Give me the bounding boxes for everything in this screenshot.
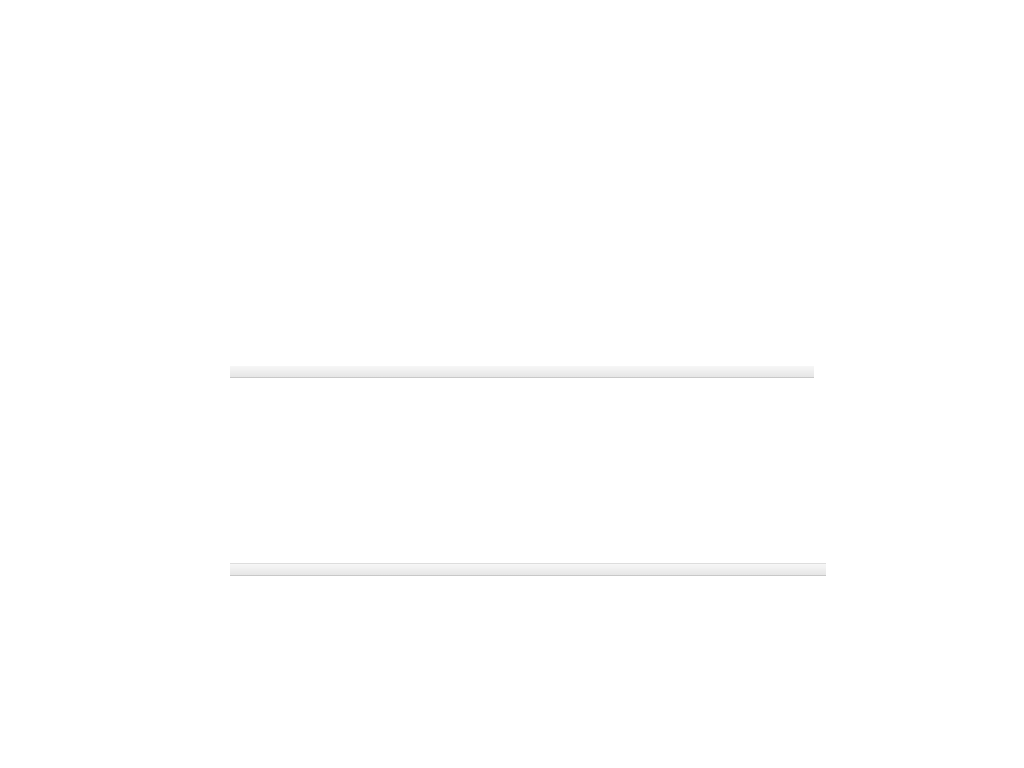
spam-header[interactable] [230, 564, 826, 576]
comments-header[interactable] [230, 366, 814, 378]
comments-table [230, 356, 814, 562]
spam-table [230, 563, 826, 761]
